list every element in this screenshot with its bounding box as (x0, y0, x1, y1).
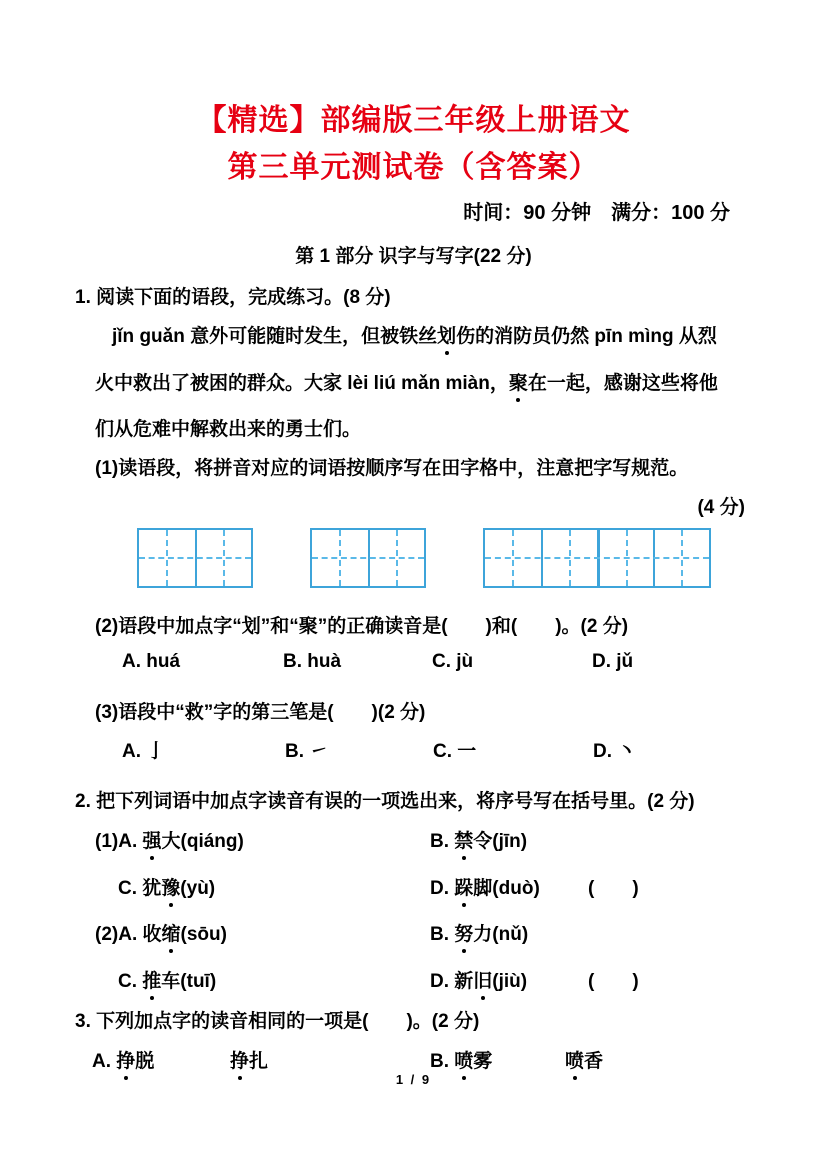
sub1-score: (4 分) (697, 497, 745, 518)
tianzige-cell (368, 530, 424, 586)
option-rest: (jiù) (492, 971, 528, 992)
q2-group1-option-d (430, 873, 540, 900)
q3-option-b-word1 (430, 1046, 492, 1073)
question-2-stem: 2. 把下列词语中加点字读音有误的一项选出来，将序号写在括号里。(2 分) (75, 791, 695, 812)
sub3-option-b: B. ㇀ (285, 741, 329, 762)
option-label: B. (430, 1051, 455, 1072)
option-rest: 香 (584, 1051, 604, 1072)
option-rest: 大(qiáng) (161, 831, 244, 852)
option-rest: 扎 (249, 1051, 269, 1072)
doc-title-line1: 【精选】部编版三年级上册语文 (196, 104, 631, 137)
passage-line-2 (95, 368, 718, 395)
sub2-option-c: C. jù (432, 651, 474, 672)
tianzige-cell (312, 530, 368, 586)
q3-option-a-word2 (230, 1046, 268, 1073)
option-label: C. (118, 971, 143, 992)
passage-line-2-pre: 火中救出了被困的群众。大家 lèi liú mǎn miàn， (95, 373, 509, 394)
dotted-char: 跺 (454, 873, 473, 900)
dotted-char: 挣 (230, 1046, 249, 1073)
tianzige-cell (597, 530, 653, 586)
dotted-char: 缩 (162, 919, 181, 946)
tianzige-cell (485, 530, 541, 586)
passage-line-1-post: 伤的消防员仍然 pīn mìng 从烈 (456, 326, 717, 347)
tianzige-cell (541, 530, 597, 586)
option-label: A. (92, 1051, 117, 1072)
option-rest: 脚(duò) (473, 878, 540, 899)
question-3-stem: 3. 下列加点字的读音相同的一项是( )。(2 分) (75, 1011, 480, 1032)
sub2-option-b: B. huà (283, 651, 342, 672)
q2-group2-answer-bracket: ( ) (588, 971, 639, 992)
tianzige-cell (653, 530, 709, 586)
option-label: (2)A. 收 (95, 924, 162, 945)
q2-group2-option-b (430, 919, 528, 946)
option-rest: (sōu) (180, 924, 227, 945)
passage-line-1-pre: jǐn guǎn 意外可能随时发生，但被铁丝 (112, 326, 438, 347)
doc-title-line2: 第三单元测试卷（含答案） (227, 151, 600, 184)
tianzige-grid-3 (483, 528, 711, 588)
option-label: C. 犹 (118, 878, 162, 899)
option-rest: 雾 (473, 1051, 493, 1072)
q2-group2-option-c (118, 966, 216, 993)
option-label: B. (430, 831, 455, 852)
passage-line-3: 们从危难中解救出来的勇士们。 (95, 419, 362, 440)
dotted-char: 喷 (454, 1046, 473, 1073)
dotted-char: 推 (142, 966, 161, 993)
sub3-option-c: C. 一 (433, 741, 477, 762)
option-rest: 令(jīn) (473, 831, 528, 852)
passage-dotted-char-hua: 划 (437, 321, 456, 348)
page-number: 1 / 9 (395, 1072, 432, 1087)
q2-group2-option-d (430, 966, 527, 993)
dotted-char: 禁 (454, 826, 473, 853)
tianzige-grid-1 (137, 528, 253, 588)
tianzige-cell (139, 530, 195, 586)
option-label: (1)A. (95, 831, 143, 852)
sub2-option-a: A. huá (122, 651, 181, 672)
dotted-char: 挣 (116, 1046, 135, 1073)
q2-group2-option-a (95, 919, 227, 946)
sub3-option-a: A. 亅 (122, 741, 166, 762)
q2-group1-option-b (430, 826, 527, 853)
sub3-option-d: D. 丶 (593, 741, 637, 762)
sub2-option-d: D. jǔ (592, 651, 634, 672)
passage-line-1 (112, 321, 717, 348)
dotted-char: 强 (143, 826, 162, 853)
option-label: D. 新 (430, 971, 474, 992)
q2-group1-option-a (95, 826, 244, 853)
section-1-header: 第 1 部分 识字与写字(22 分) (295, 246, 532, 267)
dotted-char: 豫 (161, 873, 180, 900)
question-1-sub1: (1)读语段，将拼音对应的词语按顺序写在田字格中，注意把字写规范。 (95, 458, 689, 479)
question-1-sub2: (2)语段中加点字“划”和“聚”的正确读音是( )和( )。(2 分) (95, 616, 629, 637)
q2-group1-answer-bracket: ( ) (588, 878, 639, 899)
option-rest: (yù) (180, 878, 216, 899)
time-score-meta: 时间：90 分钟 满分：100 分 (463, 202, 730, 224)
dotted-char: 喷 (565, 1046, 584, 1073)
question-1-stem: 1. 阅读下面的语段，完成练习。(8 分) (75, 287, 391, 308)
option-label: B. (430, 924, 455, 945)
tianzige-grid-2 (310, 528, 426, 588)
q3-option-a-word1 (92, 1046, 154, 1073)
q2-group1-option-c (118, 873, 215, 900)
q3-option-b-word2 (565, 1046, 603, 1073)
dotted-char: 旧 (473, 966, 492, 993)
passage-dotted-char-ju: 聚 (509, 368, 528, 395)
tianzige-cell (195, 530, 251, 586)
option-rest: 力(nǔ) (473, 924, 529, 945)
option-rest: 脱 (135, 1051, 155, 1072)
option-rest: 车(tuī) (161, 971, 217, 992)
dotted-char: 努 (454, 919, 473, 946)
question-1-sub3: (3)语段中“救”字的第三笔是( )(2 分) (95, 702, 426, 723)
passage-line-2-post: 在一起，感谢这些将他 (527, 373, 718, 394)
option-label: D. (430, 878, 455, 899)
